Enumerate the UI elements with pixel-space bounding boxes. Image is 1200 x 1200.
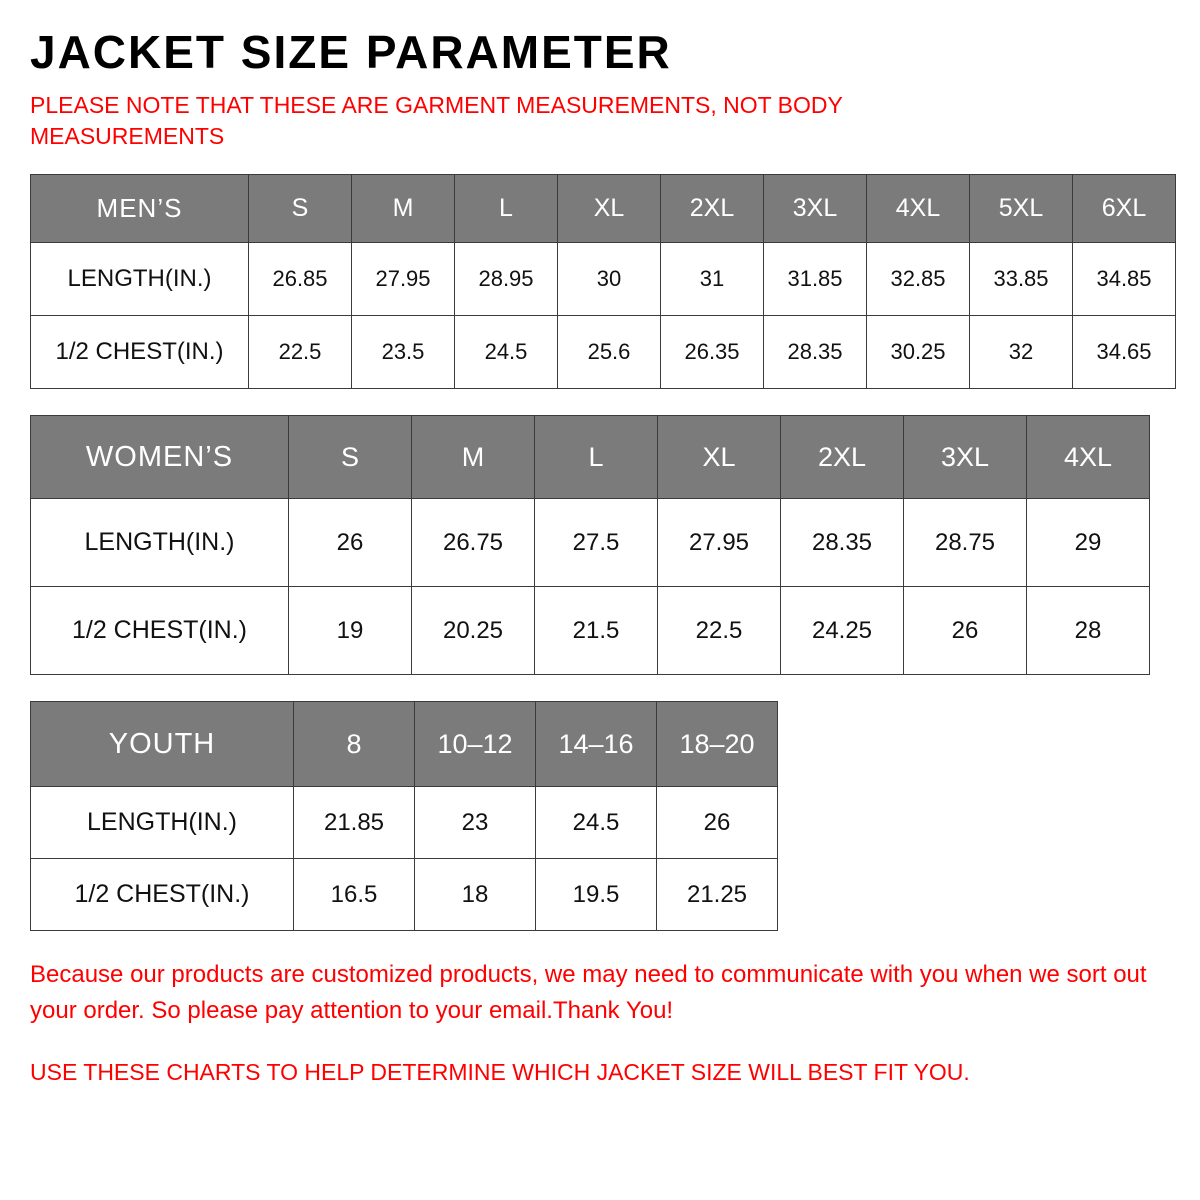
- column-header-size: 14–16: [536, 702, 657, 787]
- table-row: [31, 787, 778, 859]
- youth-size-table: [30, 701, 778, 931]
- garment-measurement-note: PLEASE NOTE THAT THESE ARE GARMENT MEASUREMENTS, NOT BODY MEASUREMENTS: [30, 92, 843, 150]
- table-cell: 23.5: [352, 316, 455, 389]
- table-header-row: [31, 416, 1150, 499]
- table-header-row: [31, 175, 1176, 243]
- table-cell: 27.95: [658, 499, 781, 587]
- table-cell: 22.5: [658, 587, 781, 675]
- table-cell: 33.85: [970, 243, 1073, 316]
- column-header-size: 3XL: [764, 175, 867, 243]
- table-cell: 28.35: [781, 499, 904, 587]
- column-header-size: M: [412, 416, 535, 499]
- table-cell: 24.5: [455, 316, 558, 389]
- table-cell: 19: [289, 587, 412, 675]
- chart-usage-note: USE THESE CHARTS TO HELP DETERMINE WHICH JACKET SIZE WILL BEST FIT YOU.: [30, 1059, 970, 1086]
- table-cell: 23: [415, 787, 536, 859]
- column-header-size: 8: [294, 702, 415, 787]
- table-cell: 18: [415, 859, 536, 931]
- column-header-size: 18–20: [657, 702, 778, 787]
- row-label: 1/2 CHEST(IN.): [31, 859, 294, 931]
- table-cell: 34.65: [1073, 316, 1176, 389]
- table-cell: 25.6: [558, 316, 661, 389]
- table-row: [31, 859, 778, 931]
- table-cell: 21.5: [535, 587, 658, 675]
- column-header-size: 4XL: [867, 175, 970, 243]
- table-row: [31, 316, 1176, 389]
- table-cell: 31.85: [764, 243, 867, 316]
- table-cell: 26.35: [661, 316, 764, 389]
- table-cell: 24.5: [536, 787, 657, 859]
- table-cell: 27.5: [535, 499, 658, 587]
- column-header-category: MEN’S: [31, 175, 249, 243]
- table-cell: 26: [657, 787, 778, 859]
- table-cell: 32.85: [867, 243, 970, 316]
- table-cell: 31: [661, 243, 764, 316]
- column-header-size: S: [289, 416, 412, 499]
- column-header-size: M: [352, 175, 455, 243]
- table-cell: 26.75: [412, 499, 535, 587]
- table-row: [31, 243, 1176, 316]
- column-header-size: L: [535, 416, 658, 499]
- column-header-size: S: [249, 175, 352, 243]
- column-header-category: YOUTH: [31, 702, 294, 787]
- column-header-size: 2XL: [661, 175, 764, 243]
- table-cell: 28: [1027, 587, 1150, 675]
- table-cell: 21.25: [657, 859, 778, 931]
- table-row: [31, 587, 1150, 675]
- table-cell: 30.25: [867, 316, 970, 389]
- table-row: [31, 499, 1150, 587]
- column-header-size: 6XL: [1073, 175, 1176, 243]
- table-cell: 21.85: [294, 787, 415, 859]
- table-header-row: [31, 702, 778, 787]
- column-header-size: 10–12: [415, 702, 536, 787]
- column-header-size: L: [455, 175, 558, 243]
- table-cell: 26: [289, 499, 412, 587]
- table-cell: 26: [904, 587, 1027, 675]
- table-cell: 34.85: [1073, 243, 1176, 316]
- table-cell: 27.95: [352, 243, 455, 316]
- table-cell: 28.95: [455, 243, 558, 316]
- mens-size-table: [30, 174, 1176, 389]
- page-title: JACKET SIZE PARAMETER: [30, 26, 672, 78]
- column-header-size: 2XL: [781, 416, 904, 499]
- customization-note: Because our products are customized products, we may need to communicate with you when we sort out your order. So please pay attention to your email.Thank You!: [30, 961, 1147, 1025]
- table-cell: 22.5: [249, 316, 352, 389]
- table-cell: 28.75: [904, 499, 1027, 587]
- table-cell: 32: [970, 316, 1073, 389]
- table-cell: 26.85: [249, 243, 352, 316]
- column-header-category: WOMEN’S: [31, 416, 289, 499]
- row-label: LENGTH(IN.): [31, 243, 249, 316]
- table-cell: 24.25: [781, 587, 904, 675]
- womens-size-table: [30, 415, 1150, 675]
- column-header-size: XL: [558, 175, 661, 243]
- row-label: 1/2 CHEST(IN.): [31, 587, 289, 675]
- row-label: 1/2 CHEST(IN.): [31, 316, 249, 389]
- column-header-size: 4XL: [1027, 416, 1150, 499]
- table-cell: 16.5: [294, 859, 415, 931]
- table-cell: 20.25: [412, 587, 535, 675]
- column-header-size: 3XL: [904, 416, 1027, 499]
- column-header-size: XL: [658, 416, 781, 499]
- row-label: LENGTH(IN.): [31, 499, 289, 587]
- table-cell: 19.5: [536, 859, 657, 931]
- table-cell: 28.35: [764, 316, 867, 389]
- table-cell: 29: [1027, 499, 1150, 587]
- table-cell: 30: [558, 243, 661, 316]
- column-header-size: 5XL: [970, 175, 1073, 243]
- row-label: LENGTH(IN.): [31, 787, 294, 859]
